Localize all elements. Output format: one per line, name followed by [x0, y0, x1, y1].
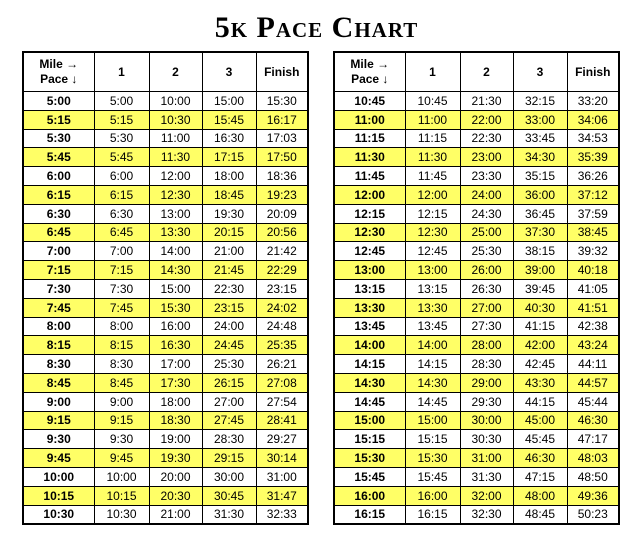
- mile-1-cell: 13:00: [405, 261, 460, 280]
- pace-table-right-body: [334, 92, 619, 525]
- mile-2-cell: 21:30: [460, 92, 513, 111]
- finish-cell: 31:47: [256, 486, 308, 505]
- table-row: [334, 129, 619, 148]
- table-row: [334, 467, 619, 486]
- mile-3-cell: 19:30: [202, 204, 256, 223]
- finish-cell: 33:20: [567, 92, 619, 111]
- pace-cell: 5:30: [23, 129, 94, 148]
- finish-cell: 36:26: [567, 167, 619, 186]
- pace-cell: 7:45: [23, 298, 94, 317]
- table-row: [334, 505, 619, 524]
- mile-1-cell: 6:45: [94, 223, 149, 242]
- mile-1-cell: 6:00: [94, 167, 149, 186]
- mile-1-cell: 9:00: [94, 392, 149, 411]
- mile-3-cell: 44:15: [513, 392, 567, 411]
- mile-3-cell: 21:45: [202, 261, 256, 280]
- mile-3-cell: 27:00: [202, 392, 256, 411]
- mile-3-cell: 22:30: [202, 279, 256, 298]
- pace-cell: 14:15: [334, 355, 405, 374]
- header-pace-label: Pace ↓: [351, 72, 389, 86]
- mile-3-cell: 42:45: [513, 355, 567, 374]
- finish-cell: 45:44: [567, 392, 619, 411]
- finish-cell: 29:27: [256, 430, 308, 449]
- pace-cell: 12:45: [334, 242, 405, 261]
- table-row: [334, 298, 619, 317]
- pace-cell: 16:00: [334, 486, 405, 505]
- finish-cell: 42:38: [567, 317, 619, 336]
- mile-1-cell: 12:15: [405, 204, 460, 223]
- mile-2-cell: 10:30: [149, 110, 202, 129]
- table-row: [23, 298, 308, 317]
- pace-table-left: [22, 51, 309, 525]
- finish-cell: 19:23: [256, 185, 308, 204]
- finish-cell: 44:57: [567, 373, 619, 392]
- mile-3-cell: 39:00: [513, 261, 567, 280]
- mile-1-cell: 16:15: [405, 505, 460, 524]
- finish-cell: 15:30: [256, 92, 308, 111]
- finish-cell: 24:02: [256, 298, 308, 317]
- mile-1-cell: 9:15: [94, 411, 149, 430]
- mile-3-cell: 43:30: [513, 373, 567, 392]
- table-row: [23, 223, 308, 242]
- mile-1-cell: 8:30: [94, 355, 149, 374]
- mile-1-cell: 15:15: [405, 430, 460, 449]
- pace-cell: 13:15: [334, 279, 405, 298]
- pace-cell: 14:00: [334, 336, 405, 355]
- table-row: [23, 242, 308, 261]
- mile-1-cell: 12:45: [405, 242, 460, 261]
- finish-cell: 20:56: [256, 223, 308, 242]
- mile-2-cell: 22:00: [460, 110, 513, 129]
- mile-2-cell: 30:00: [460, 411, 513, 430]
- pace-cell: 7:00: [23, 242, 94, 261]
- mile-1-cell: 10:45: [405, 92, 460, 111]
- mile-3-cell: 39:45: [513, 279, 567, 298]
- pace-cell: 15:15: [334, 430, 405, 449]
- finish-cell: 44:11: [567, 355, 619, 374]
- mile-3-cell: 47:15: [513, 467, 567, 486]
- finish-cell: 26:21: [256, 355, 308, 374]
- pace-cell: 10:30: [23, 505, 94, 524]
- mile-1-cell: 12:30: [405, 223, 460, 242]
- mile-1-cell: 7:00: [94, 242, 149, 261]
- mile-3-cell: 16:30: [202, 129, 256, 148]
- mile-2-cell: 32:30: [460, 505, 513, 524]
- pace-cell: 10:45: [334, 92, 405, 111]
- mile-2-cell: 12:30: [149, 185, 202, 204]
- table-row: [334, 242, 619, 261]
- pace-cell: 5:00: [23, 92, 94, 111]
- finish-cell: 46:30: [567, 411, 619, 430]
- mile-2-cell: 28:00: [460, 336, 513, 355]
- header-mile-label: Mile →: [350, 57, 390, 71]
- table-row: [334, 92, 619, 111]
- finish-cell: 37:12: [567, 185, 619, 204]
- table-row: [334, 392, 619, 411]
- pace-cell: 14:45: [334, 392, 405, 411]
- mile-1-cell: 6:15: [94, 185, 149, 204]
- mile-1-cell: 8:15: [94, 336, 149, 355]
- pace-cell: 8:45: [23, 373, 94, 392]
- mile-3-cell: 36:45: [513, 204, 567, 223]
- mile-2-cell: 11:30: [149, 148, 202, 167]
- pace-cell: 6:00: [23, 167, 94, 186]
- table-row: [334, 486, 619, 505]
- mile-1-cell: 14:30: [405, 373, 460, 392]
- mile-2-cell: 16:30: [149, 336, 202, 355]
- mile-2-cell: 11:00: [149, 129, 202, 148]
- finish-cell: 24:48: [256, 317, 308, 336]
- header-mile-2: 2: [149, 52, 202, 92]
- table-row: [334, 223, 619, 242]
- mile-1-cell: 11:15: [405, 129, 460, 148]
- mile-3-cell: 48:00: [513, 486, 567, 505]
- table-header-row: [23, 52, 308, 92]
- pace-cell: 9:15: [23, 411, 94, 430]
- table-row: [23, 392, 308, 411]
- finish-cell: 23:15: [256, 279, 308, 298]
- table-row: [23, 148, 308, 167]
- mile-3-cell: 25:30: [202, 355, 256, 374]
- mile-1-cell: 7:30: [94, 279, 149, 298]
- mile-2-cell: 30:30: [460, 430, 513, 449]
- table-row: [334, 336, 619, 355]
- header-mile-3: 3: [513, 52, 567, 92]
- table-row: [23, 505, 308, 524]
- pace-cell: 10:00: [23, 467, 94, 486]
- mile-3-cell: 32:15: [513, 92, 567, 111]
- pace-cell: 6:45: [23, 223, 94, 242]
- table-row: [23, 467, 308, 486]
- finish-cell: 17:50: [256, 148, 308, 167]
- pace-cell: 11:30: [334, 148, 405, 167]
- mile-3-cell: 36:00: [513, 185, 567, 204]
- mile-2-cell: 24:00: [460, 185, 513, 204]
- mile-2-cell: 32:00: [460, 486, 513, 505]
- table-row: [334, 279, 619, 298]
- mile-3-cell: 21:00: [202, 242, 256, 261]
- table-row: [23, 355, 308, 374]
- mile-1-cell: 13:45: [405, 317, 460, 336]
- pace-cell: 12:00: [334, 185, 405, 204]
- table-row: [334, 411, 619, 430]
- mile-3-cell: 48:45: [513, 505, 567, 524]
- mile-2-cell: 24:30: [460, 204, 513, 223]
- mile-1-cell: 11:45: [405, 167, 460, 186]
- pace-cell: 11:00: [334, 110, 405, 129]
- mile-2-cell: 17:00: [149, 355, 202, 374]
- finish-cell: 48:50: [567, 467, 619, 486]
- pace-cell: 15:45: [334, 467, 405, 486]
- header-finish: Finish: [567, 52, 619, 92]
- finish-cell: 49:36: [567, 486, 619, 505]
- pace-cell: 11:15: [334, 129, 405, 148]
- finish-cell: 47:17: [567, 430, 619, 449]
- finish-cell: 17:03: [256, 129, 308, 148]
- mile-3-cell: 18:00: [202, 167, 256, 186]
- mile-3-cell: 42:00: [513, 336, 567, 355]
- mile-2-cell: 21:00: [149, 505, 202, 524]
- header-mile-3: 3: [202, 52, 256, 92]
- pace-cell: 13:45: [334, 317, 405, 336]
- finish-cell: 21:42: [256, 242, 308, 261]
- mile-3-cell: 18:45: [202, 185, 256, 204]
- mile-2-cell: 13:00: [149, 204, 202, 223]
- mile-2-cell: 19:30: [149, 449, 202, 468]
- pace-table-right: [333, 51, 620, 525]
- mile-3-cell: 27:45: [202, 411, 256, 430]
- mile-2-cell: 16:00: [149, 317, 202, 336]
- table-row: [23, 449, 308, 468]
- mile-2-cell: 29:00: [460, 373, 513, 392]
- mile-2-cell: 15:00: [149, 279, 202, 298]
- mile-2-cell: 23:30: [460, 167, 513, 186]
- pace-cell: 12:15: [334, 204, 405, 223]
- pace-cell: 10:15: [23, 486, 94, 505]
- mile-1-cell: 5:15: [94, 110, 149, 129]
- table-header-row: [334, 52, 619, 92]
- finish-cell: 34:53: [567, 129, 619, 148]
- header-mile-2: 2: [460, 52, 513, 92]
- finish-cell: 35:39: [567, 148, 619, 167]
- mile-3-cell: 31:30: [202, 505, 256, 524]
- finish-cell: 39:32: [567, 242, 619, 261]
- finish-cell: 41:05: [567, 279, 619, 298]
- pace-cell: 15:00: [334, 411, 405, 430]
- table-row: [23, 204, 308, 223]
- table-row: [23, 279, 308, 298]
- finish-cell: 20:09: [256, 204, 308, 223]
- mile-3-cell: 33:45: [513, 129, 567, 148]
- mile-2-cell: 14:30: [149, 261, 202, 280]
- table-row: [334, 430, 619, 449]
- pace-cell: 8:15: [23, 336, 94, 355]
- mile-1-cell: 14:15: [405, 355, 460, 374]
- pace-cell: 5:15: [23, 110, 94, 129]
- mile-3-cell: 15:45: [202, 110, 256, 129]
- mile-1-cell: 10:30: [94, 505, 149, 524]
- mile-2-cell: 18:30: [149, 411, 202, 430]
- finish-cell: 48:03: [567, 449, 619, 468]
- finish-cell: 43:24: [567, 336, 619, 355]
- mile-3-cell: 24:45: [202, 336, 256, 355]
- pace-cell: 14:30: [334, 373, 405, 392]
- header-mile-1: 1: [94, 52, 149, 92]
- mile-1-cell: 8:00: [94, 317, 149, 336]
- mile-3-cell: 46:30: [513, 449, 567, 468]
- mile-3-cell: 45:45: [513, 430, 567, 449]
- pace-cell: 15:30: [334, 449, 405, 468]
- mile-1-cell: 14:45: [405, 392, 460, 411]
- finish-cell: 40:18: [567, 261, 619, 280]
- mile-1-cell: 12:00: [405, 185, 460, 204]
- finish-cell: 38:45: [567, 223, 619, 242]
- finish-cell: 37:59: [567, 204, 619, 223]
- mile-1-cell: 16:00: [405, 486, 460, 505]
- table-row: [334, 185, 619, 204]
- mile-2-cell: 22:30: [460, 129, 513, 148]
- mile-2-cell: 27:00: [460, 298, 513, 317]
- mile-1-cell: 13:15: [405, 279, 460, 298]
- header-mile-pace: [23, 52, 94, 92]
- mile-2-cell: 28:30: [460, 355, 513, 374]
- table-row: [23, 373, 308, 392]
- mile-1-cell: 7:45: [94, 298, 149, 317]
- table-row: [23, 317, 308, 336]
- table-row: [23, 411, 308, 430]
- finish-cell: 41:51: [567, 298, 619, 317]
- table-row: [23, 92, 308, 111]
- table-row: [334, 110, 619, 129]
- finish-cell: 50:23: [567, 505, 619, 524]
- mile-2-cell: 25:30: [460, 242, 513, 261]
- mile-3-cell: 17:15: [202, 148, 256, 167]
- pace-cell: 6:15: [23, 185, 94, 204]
- table-row: [23, 336, 308, 355]
- mile-2-cell: 18:00: [149, 392, 202, 411]
- pace-cell: 8:00: [23, 317, 94, 336]
- table-row: [23, 486, 308, 505]
- mile-2-cell: 31:30: [460, 467, 513, 486]
- table-row: [334, 373, 619, 392]
- finish-cell: 27:08: [256, 373, 308, 392]
- page-title: 5k Pace Chart: [214, 11, 419, 44]
- mile-1-cell: 5:00: [94, 92, 149, 111]
- pace-cell: 9:30: [23, 430, 94, 449]
- mile-1-cell: 9:45: [94, 449, 149, 468]
- header-mile-1: 1: [405, 52, 460, 92]
- mile-2-cell: 26:30: [460, 279, 513, 298]
- mile-3-cell: 38:15: [513, 242, 567, 261]
- mile-2-cell: 31:00: [460, 449, 513, 468]
- mile-1-cell: 14:00: [405, 336, 460, 355]
- header-mile-pace: [334, 52, 405, 92]
- pace-cell: 8:30: [23, 355, 94, 374]
- header-pace-label: Pace ↓: [40, 72, 78, 86]
- mile-1-cell: 6:30: [94, 204, 149, 223]
- table-row: [334, 449, 619, 468]
- pace-cell: 13:30: [334, 298, 405, 317]
- mile-2-cell: 26:00: [460, 261, 513, 280]
- mile-3-cell: 15:00: [202, 92, 256, 111]
- table-row: [334, 167, 619, 186]
- mile-3-cell: 20:15: [202, 223, 256, 242]
- header-finish: Finish: [256, 52, 308, 92]
- pace-cell: 11:45: [334, 167, 405, 186]
- mile-2-cell: 20:00: [149, 467, 202, 486]
- pace-cell: 7:30: [23, 279, 94, 298]
- mile-2-cell: 20:30: [149, 486, 202, 505]
- mile-2-cell: 23:00: [460, 148, 513, 167]
- mile-3-cell: 30:00: [202, 467, 256, 486]
- mile-3-cell: 26:15: [202, 373, 256, 392]
- pace-cell: 6:30: [23, 204, 94, 223]
- mile-1-cell: 15:00: [405, 411, 460, 430]
- mile-3-cell: 45:00: [513, 411, 567, 430]
- mile-1-cell: 15:45: [405, 467, 460, 486]
- table-row: [334, 355, 619, 374]
- mile-2-cell: 19:00: [149, 430, 202, 449]
- finish-cell: 31:00: [256, 467, 308, 486]
- finish-cell: 25:35: [256, 336, 308, 355]
- mile-3-cell: 40:30: [513, 298, 567, 317]
- pace-cell: 16:15: [334, 505, 405, 524]
- table-row: [23, 430, 308, 449]
- finish-cell: 34:06: [567, 110, 619, 129]
- mile-2-cell: 27:30: [460, 317, 513, 336]
- mile-3-cell: 30:45: [202, 486, 256, 505]
- mile-2-cell: 14:00: [149, 242, 202, 261]
- finish-cell: 16:17: [256, 110, 308, 129]
- finish-cell: 32:33: [256, 505, 308, 524]
- mile-2-cell: 29:30: [460, 392, 513, 411]
- mile-3-cell: 28:30: [202, 430, 256, 449]
- header-mile-label: Mile →: [39, 57, 79, 71]
- mile-3-cell: 23:15: [202, 298, 256, 317]
- mile-2-cell: 15:30: [149, 298, 202, 317]
- mile-3-cell: 34:30: [513, 148, 567, 167]
- mile-3-cell: 35:15: [513, 167, 567, 186]
- table-row: [23, 167, 308, 186]
- table-row: [23, 261, 308, 280]
- mile-3-cell: 33:00: [513, 110, 567, 129]
- pace-cell: 5:45: [23, 148, 94, 167]
- mile-1-cell: 7:15: [94, 261, 149, 280]
- table-row: [23, 129, 308, 148]
- pace-cell: 9:45: [23, 449, 94, 468]
- mile-2-cell: 17:30: [149, 373, 202, 392]
- pace-cell: 13:00: [334, 261, 405, 280]
- pace-table-left-body: [23, 92, 308, 525]
- finish-cell: 28:41: [256, 411, 308, 430]
- mile-1-cell: 8:45: [94, 373, 149, 392]
- mile-1-cell: 11:30: [405, 148, 460, 167]
- mile-1-cell: 11:00: [405, 110, 460, 129]
- pace-cell: 12:30: [334, 223, 405, 242]
- mile-3-cell: 37:30: [513, 223, 567, 242]
- table-row: [334, 317, 619, 336]
- mile-3-cell: 41:15: [513, 317, 567, 336]
- mile-1-cell: 13:30: [405, 298, 460, 317]
- mile-1-cell: 15:30: [405, 449, 460, 468]
- table-row: [23, 110, 308, 129]
- mile-2-cell: 12:00: [149, 167, 202, 186]
- table-row: [334, 204, 619, 223]
- mile-2-cell: 25:00: [460, 223, 513, 242]
- finish-cell: 22:29: [256, 261, 308, 280]
- mile-3-cell: 24:00: [202, 317, 256, 336]
- mile-1-cell: 5:30: [94, 129, 149, 148]
- mile-1-cell: 9:30: [94, 430, 149, 449]
- table-row: [23, 185, 308, 204]
- pace-cell: 9:00: [23, 392, 94, 411]
- finish-cell: 30:14: [256, 449, 308, 468]
- mile-2-cell: 13:30: [149, 223, 202, 242]
- mile-1-cell: 10:15: [94, 486, 149, 505]
- table-row: [334, 148, 619, 167]
- mile-1-cell: 10:00: [94, 467, 149, 486]
- mile-2-cell: 10:00: [149, 92, 202, 111]
- pace-cell: 7:15: [23, 261, 94, 280]
- finish-cell: 18:36: [256, 167, 308, 186]
- finish-cell: 27:54: [256, 392, 308, 411]
- mile-1-cell: 5:45: [94, 148, 149, 167]
- table-row: [334, 261, 619, 280]
- mile-3-cell: 29:15: [202, 449, 256, 468]
